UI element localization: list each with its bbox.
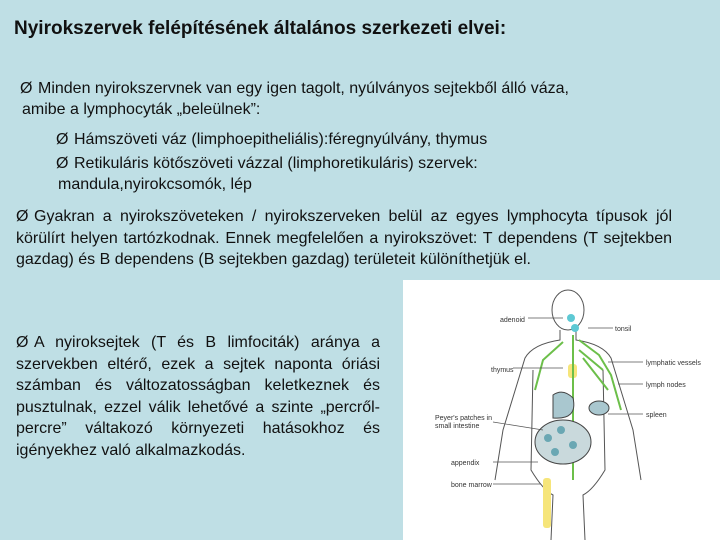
arrow-bullet-icon: Ø xyxy=(56,155,69,172)
label-adenoid: adenoid xyxy=(500,317,525,324)
label-lymph-nodes: lymph nodes xyxy=(646,382,686,389)
bullet-1-line-1 xyxy=(20,78,700,100)
stomach-shape xyxy=(553,392,574,418)
tonsil-shape xyxy=(571,324,579,332)
bone-marrow-shape xyxy=(543,478,551,528)
label-peyers-1: Peyer's patches in xyxy=(435,415,492,422)
arrow-bullet-icon: Ø xyxy=(16,208,29,225)
sub-bullet-2-text: Retikuláris kötőszöveti vázzal (limphoretikuláris) szervek: xyxy=(74,155,478,172)
label-lymphatic-vessels: lymphatic vessels xyxy=(646,360,701,367)
head-outline xyxy=(552,290,584,330)
bullet-2-text: Gyakran a nyirokszöveteken / nyirokszerveken belül az egyes lymphocyta típusok jól körülírt helyen tartózkodnak. Ennek megfelelően a nyirokszövet: T dependens (T sejtekben gazdag) és B dependens (B sejtekben gazdag) területeit különíthetjük el. xyxy=(16,208,672,268)
spleen-shape xyxy=(589,401,609,415)
adenoid-shape xyxy=(567,314,575,322)
bullet-2 xyxy=(16,206,672,271)
label-appendix: appendix xyxy=(451,460,480,467)
label-thymus: thymus xyxy=(491,367,514,374)
label-peyers-2: small intestine xyxy=(435,423,480,430)
arrow-bullet-icon: Ø xyxy=(16,334,29,351)
label-spleen: spleen xyxy=(646,412,667,419)
body-diagram xyxy=(403,280,720,540)
bullet-3 xyxy=(16,332,380,461)
lymphatic-system-figure xyxy=(403,280,720,540)
sub-bullet-2-line-1 xyxy=(56,153,696,175)
arrow-bullet-icon: Ø xyxy=(56,131,69,148)
label-tonsil: tonsil xyxy=(615,326,632,333)
sub-bullet-1-text: Hámszöveti váz (limphoepitheliális):féregnyúlvány, thymus xyxy=(74,131,488,148)
sub-bullet-1 xyxy=(56,129,696,151)
bullet-3-text: A nyiroksejtek (T és B limfociták) aránya a szervekben eltérő, ezek a sejtek naponta óriási számban és változatosságban keletkeznek és pusztulnak, ezzel válik lehetővé a szinte „percről-percre” váltakozó környezeti hatásokhoz és igényekhez való alkalmazkodás. xyxy=(16,334,380,459)
bullet-1-text: Minden nyirokszervnek van egy igen tagolt, nyúlványos sejtekből álló váza, xyxy=(38,80,569,97)
arrow-bullet-icon: Ø xyxy=(20,80,33,97)
sub-bullet-2-line-2: mandula,nyirokcsomók, lép xyxy=(58,176,252,193)
label-bone-marrow: bone marrow xyxy=(451,482,492,489)
slide-title: Nyirokszervek felépítésének általános szerkezeti elvei: xyxy=(14,18,507,39)
bullet-1-line-2: amibe a lymphocyták „beleülnek”: xyxy=(22,101,261,118)
